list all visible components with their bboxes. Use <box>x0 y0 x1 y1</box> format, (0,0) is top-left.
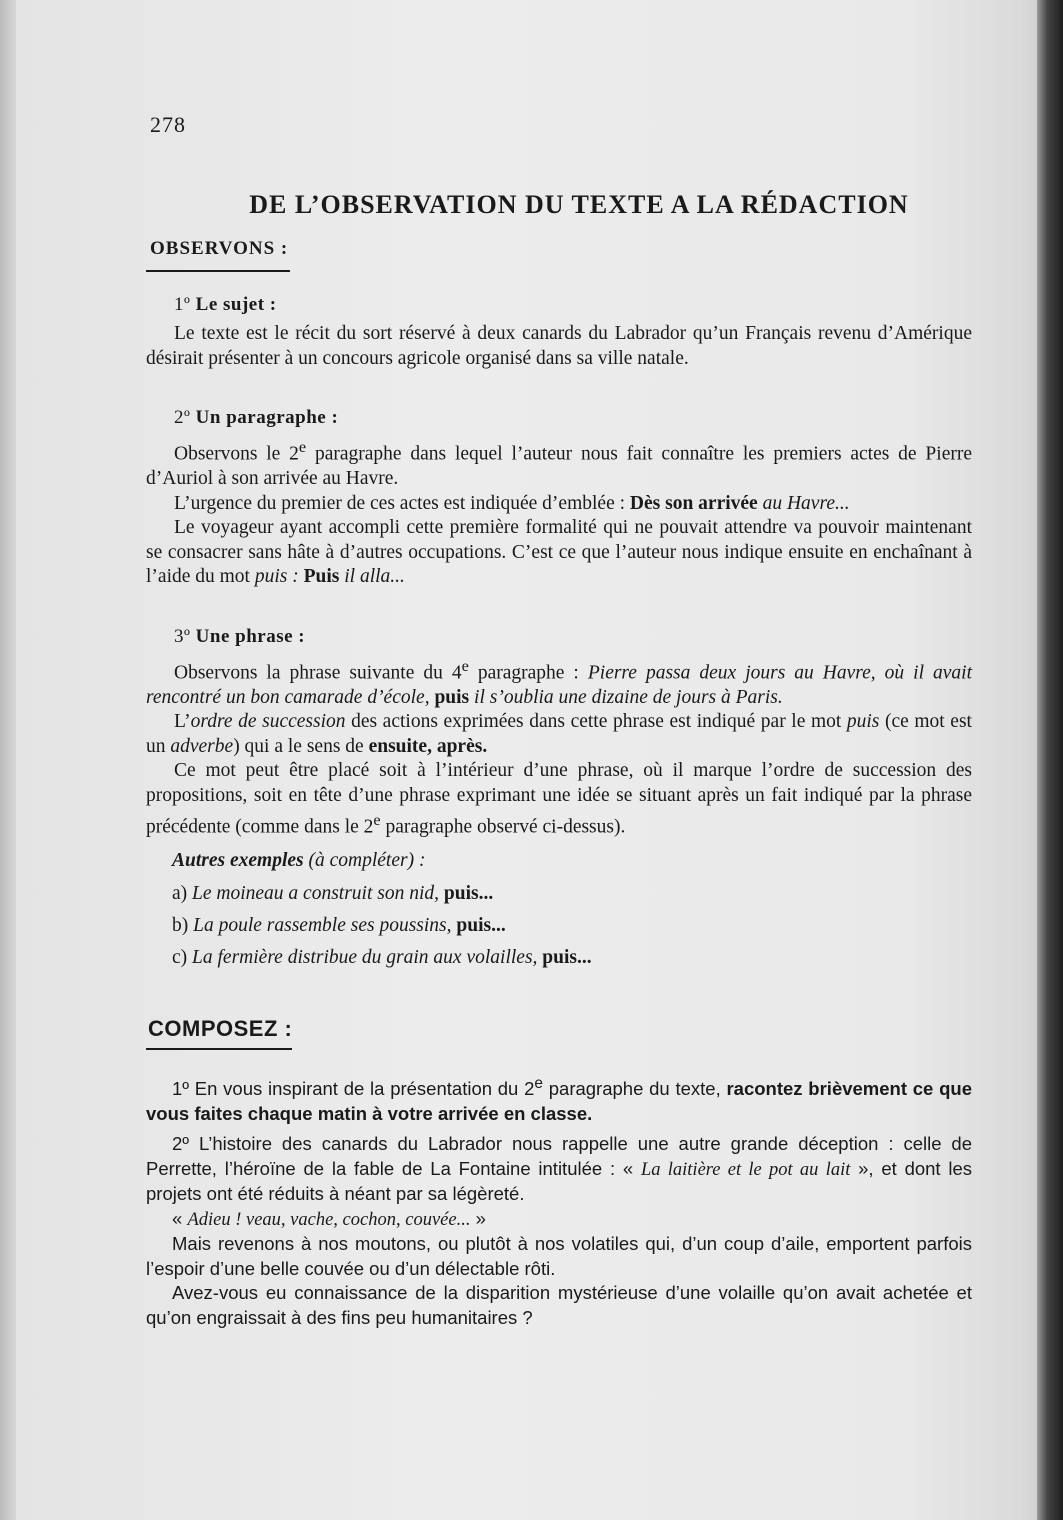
paragraphe-heading <box>174 407 972 429</box>
sujet-label: Le sujet : <box>195 294 277 315</box>
paragraphe-text-1-b: paragraphe dans lequel l’auteur nous fait connaître les premiers actes de Pierre d’Auriol à son arrivée au Havre. <box>146 443 972 489</box>
phrase-text-1-a: Observons la phrase suivante du 4 <box>174 662 462 683</box>
composez-q1-sup: e <box>534 1075 543 1092</box>
paragraphe-text-3-bold: Puis <box>303 566 340 587</box>
phrase-text-2-a: L’ <box>174 711 191 732</box>
phrase-text-2-c: (ce mot est un <box>146 711 972 757</box>
paragraphe-text-3-a: Le voyageur ayant accompli cette première formalité qui ne pouvait attendre va pouvoir maintenant se consacrer sans hâte à d’autres occupations. C’est ce que l’auteur nous indique ensuite en enchaînant à l’aide du mot <box>146 517 972 587</box>
paragraphe-text-1 <box>146 435 972 492</box>
phrase-heading <box>174 626 972 648</box>
sujet-number: 1º <box>174 294 191 315</box>
example-a-text: Le moineau a construit son nid, <box>192 883 444 904</box>
phrase-text-3-sup: e <box>373 811 381 829</box>
example-c <box>172 942 972 974</box>
example-c-text: La fermière distribue du grain aux volailles, <box>192 947 543 968</box>
paragraphe-text-1-a: Observons le 2 <box>174 443 299 465</box>
composez-paragraph-4: Avez-vous eu connaissance de la disparition mystérieuse d’une volaille qu’on avait achetée et qu’on engraissait à des fins peu humanitaires ? <box>146 1282 972 1328</box>
composez-q1-b: paragraphe du texte, <box>542 1078 727 1100</box>
phrase-label: Une phrase : <box>195 625 306 647</box>
composez-q2-italic-1: La laitière et le pot au lait <box>640 1159 851 1180</box>
examples-heading-bold: Autres exemples <box>172 850 304 871</box>
page-binding-shadow <box>1037 0 1063 1520</box>
phrase-text-2 <box>146 710 972 759</box>
composez-quote <box>146 1207 972 1233</box>
composez-heading: COMPOSEZ : <box>146 1016 292 1050</box>
phrase-text-1-italic-1: Pierre passa deux jours au Havre, où il avait rencontré un bon camarade d’école, <box>146 662 972 708</box>
phrase-text-2-italic-2: puis <box>846 711 880 732</box>
phrase-text-2-d: ) qui a le sens de <box>233 735 369 757</box>
phrase-text-1 <box>146 654 972 711</box>
paragraphe-label: Un paragraphe : <box>195 407 339 428</box>
paragraphe-number: 2º <box>174 407 191 428</box>
paragraphe-text-2-a: L’urgence du premier de ces actes est indiquée d’emblée : <box>174 492 630 514</box>
example-a-end: puis... <box>443 883 494 904</box>
example-c-letter: c) <box>172 947 188 968</box>
page-left-edge <box>0 0 16 1520</box>
example-b-letter: b) <box>172 915 189 936</box>
example-c-end: puis... <box>542 947 592 968</box>
paragraphe-text-3-italic-1: puis : <box>254 566 304 587</box>
page-title: DE L’OBSERVATION DU TEXTE A LA RÉDACTION <box>249 190 909 219</box>
composez-q1-bold: racontez brièvement ce que vous faites chaque matin à votre arrivée en classe. <box>146 1078 972 1124</box>
example-b <box>172 910 972 942</box>
page-number: 278 <box>150 112 186 137</box>
sujet-text: Le texte est le récit du sort réservé à deux canards du Labrador qu’un Français revenu d’Amérique désirait présenter à un concours agricole organisé dans sa ville natale. <box>146 323 972 369</box>
composez-q1-a: 1º En vous inspirant de la présentation du 2 <box>172 1078 535 1100</box>
composez-question-1 <box>146 1072 972 1126</box>
composez-quote-close: » <box>470 1207 486 1229</box>
paragraphe-text-3-italic-2: il alla... <box>339 566 405 587</box>
phrase-text-2-bold: ensuite, après. <box>368 735 488 757</box>
observons-heading: OBSERVONS : <box>146 238 290 272</box>
phrase-number: 3º <box>174 625 191 647</box>
paragraphe-text-2 <box>146 492 972 517</box>
paragraphe-text-2-bold: Dès son arrivée <box>629 492 758 514</box>
composez-q2-b: », et dont les projets ont été réduits à néant par sa légèreté. <box>146 1157 973 1205</box>
phrase-text-1-b: paragraphe : <box>468 662 588 683</box>
composez-quote-open: « <box>172 1207 188 1229</box>
phrase-text-3-a: Ce mot peut être placé soit à l’intérieur d’une phrase, où il marque l’ordre de succession des propositions, soit en tête d’une phrase exprimant une idée se situant après un fait indiqué par la phrase précédente (comme dans le 2 <box>146 760 972 838</box>
example-a-letter: a) <box>172 883 188 904</box>
composez-paragraph-3: Mais revenons à nos moutons, ou plutôt à nos volatiles qui, d’un coup d’aile, emportent parfois l’espoir d’une belle couvée ou d’un délectable rôti. <box>146 1233 972 1279</box>
composez-quote-text: Adieu ! veau, vache, cochon, couvée... <box>187 1209 471 1230</box>
phrase-text-2-italic-3: adverbe <box>170 735 234 757</box>
paragraphe-text-1-sup: e <box>298 438 307 456</box>
phrase-text-2-italic-1: ordre de succession <box>190 711 346 732</box>
example-b-end: puis... <box>456 915 506 936</box>
examples-heading <box>172 850 972 872</box>
example-b-text: La poule rassemble ses poussins, <box>193 915 457 936</box>
sujet-heading <box>174 294 972 316</box>
page-content <box>146 112 972 1330</box>
example-a <box>172 878 972 910</box>
paragraphe-text-2-italic: au Havre... <box>757 492 850 514</box>
examples-heading-rest: (à compléter) : <box>303 850 426 871</box>
phrase-text-2-b: des actions exprimées dans cette phrase est indiqué par le mot <box>345 711 847 732</box>
composez-question-2 <box>146 1132 972 1207</box>
phrase-text-1-bold: puis <box>434 686 470 708</box>
phrase-text-1-italic-2: il s’oublia une dizaine de jours à Paris. <box>469 686 783 708</box>
composez-q2-a: 2º L’histoire des canards du Labrador nous rappelle une autre grande déception : celle de Perrette, l’héroïne de la fable de La Fontaine intitulée : « <box>146 1133 972 1179</box>
phrase-text-3 <box>146 759 972 840</box>
phrase-text-1-sup: e <box>461 656 469 675</box>
phrase-text-3-b: paragraphe observé ci-dessus). <box>380 816 626 838</box>
paragraphe-text-3 <box>146 516 972 590</box>
